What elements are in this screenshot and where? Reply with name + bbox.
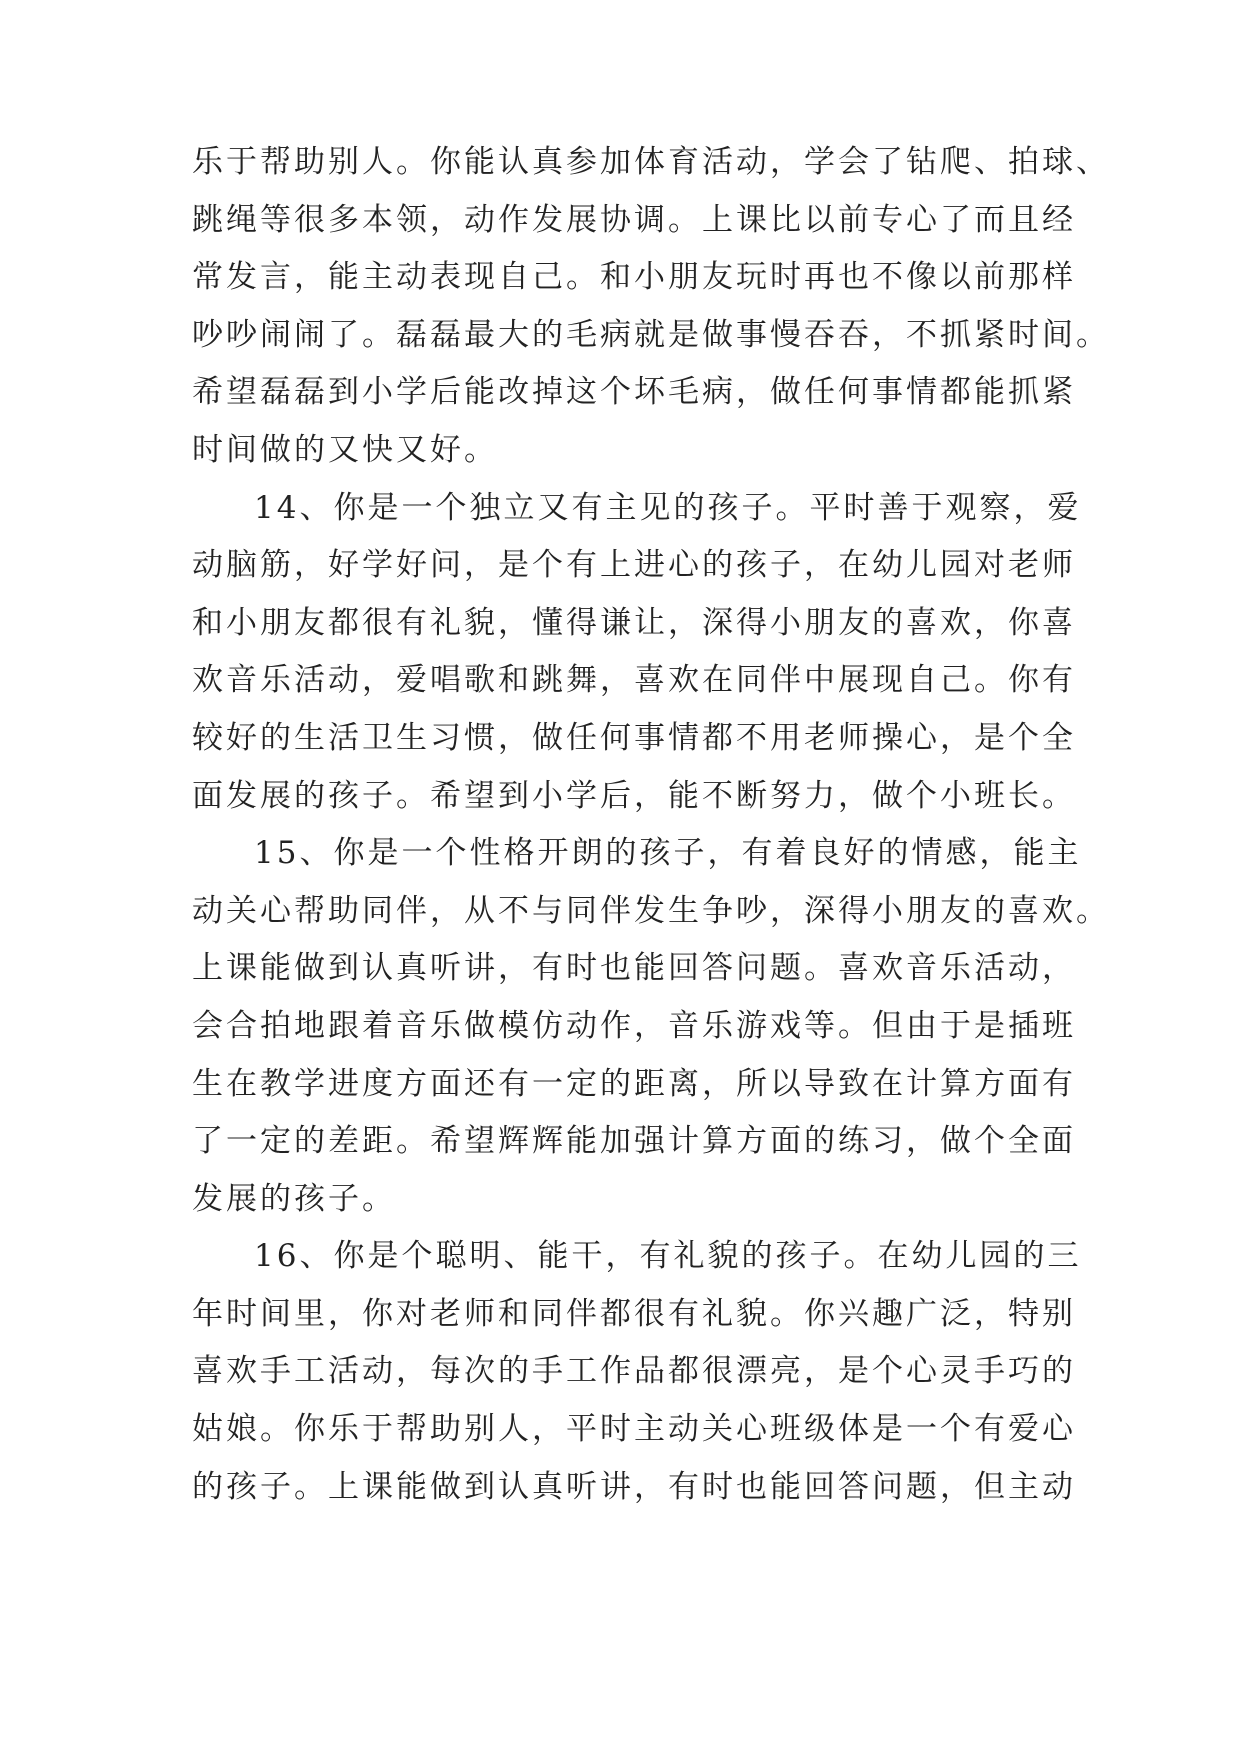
text-line: 面发展的孩子。希望到小学后，能不断努力，做个小班长。	[192, 777, 1076, 814]
text-line: 姑娘。你乐于帮助别人，平时主动关心班级体是一个有爱心	[192, 1411, 1076, 1448]
text-line: 较好的生活卫生习惯，做任何事情都不用老师操心，是个全	[192, 719, 1076, 756]
paragraph-start-line: 15、你是一个性格开朗的孩子，有着良好的情感，能主	[254, 835, 1082, 872]
text-line: 年时间里，你对老师和同伴都很有礼貌。你兴趣广泛，特别	[192, 1295, 1076, 1332]
text-line: 欢音乐活动，爱唱歌和跳舞，喜欢在同伴中展现自己。你有	[192, 662, 1076, 699]
text-line: 发展的孩子。	[192, 1180, 396, 1217]
text-line: 会合拍地跟着音乐做模仿动作，音乐游戏等。但由于是插班	[192, 1007, 1076, 1044]
document-body	[192, 134, 1110, 1516]
text-line: 和小朋友都很有礼貌，懂得谦让，深得小朋友的喜欢，你喜	[192, 604, 1076, 641]
text-line: 吵吵闹闹了。磊磊最大的毛病就是做事慢吞吞，不抓紧时间。	[192, 316, 1110, 353]
text-line: 跳绳等很多本领，动作发展协调。上课比以前专心了而且经	[192, 201, 1076, 238]
text-line: 的孩子。上课能做到认真听讲，有时也能回答问题，但主动	[192, 1468, 1076, 1505]
text-line: 常发言，能主动表现自己。和小朋友玩时再也不像以前那样	[192, 259, 1076, 296]
text-line: 动关心帮助同伴，从不与同伴发生争吵，深得小朋友的喜欢。	[192, 892, 1110, 929]
text-line: 动脑筋，好学好问，是个有上进心的孩子，在幼儿园对老师	[192, 547, 1076, 584]
text-line: 生在教学进度方面还有一定的距离，所以导致在计算方面有	[192, 1065, 1076, 1102]
text-line: 希望磊磊到小学后能改掉这个坏毛病，做任何事情都能抓紧	[192, 374, 1076, 411]
text-line: 上课能做到认真听讲，有时也能回答问题。喜欢音乐活动，	[192, 950, 1076, 987]
paragraph-start-line: 14、你是一个独立又有主见的孩子。平时善于观察，爱	[254, 489, 1082, 526]
text-line: 时间做的又快又好。	[192, 431, 498, 468]
text-line: 乐于帮助别人。你能认真参加体育活动，学会了钻爬、拍球、	[192, 144, 1110, 180]
text-line: 了一定的差距。希望辉辉能加强计算方面的练习，做个全面	[192, 1123, 1076, 1160]
paragraph-start-line: 16、你是个聪明、能干，有礼貌的孩子。在幼儿园的三	[254, 1238, 1082, 1275]
text-line: 喜欢手工活动，每次的手工作品都很漂亮，是个心灵手巧的	[192, 1353, 1076, 1390]
